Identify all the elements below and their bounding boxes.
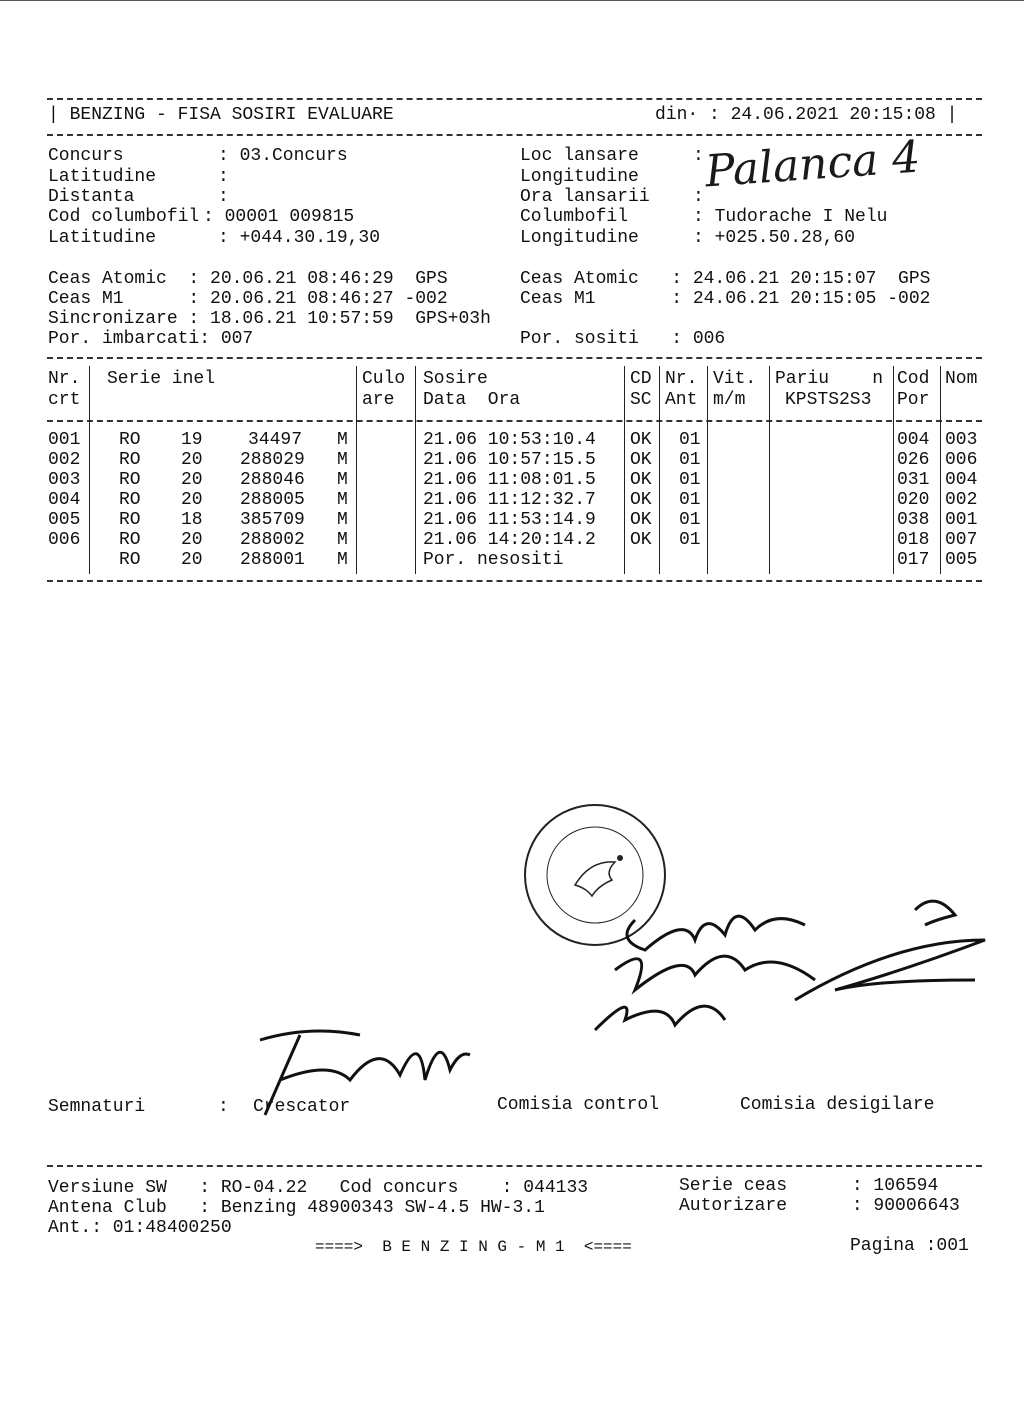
col-header-cod-sub: Por [897,390,930,410]
divider [47,98,982,100]
info-value: : [218,187,229,207]
cell-cod: 004 [897,430,930,450]
cell-ant: 01 [679,530,701,550]
info-label: Loc lansare [520,146,639,166]
cell-cd: OK [630,450,652,470]
cell-an: 19 [181,430,203,450]
clock-line: Ceas M1 : 20.06.21 08:46:27 -002 [48,289,448,309]
cell-an: 20 [181,470,203,490]
cell-cd: OK [630,510,652,530]
clock-line: Ceas Atomic : 20.06.21 08:46:29 GPS [48,269,448,289]
col-header-cd-sub: SC [630,390,652,410]
cell-nom: 003 [945,430,978,450]
cell-cod: 017 [897,550,930,570]
footer-version: Versiune SW : RO-04.22 Cod concurs : 044133 [48,1178,589,1198]
cell-cd: OK [630,430,652,450]
column-line [659,366,660,574]
cell-tara: RO [119,530,141,550]
cell-nom: 002 [945,490,978,510]
col-header-cd: CD [630,369,652,389]
divider [47,1165,982,1167]
cell-ant: 01 [679,470,701,490]
cell-nom: 007 [945,530,978,550]
info-label: Ora lansarii [520,187,650,207]
cell-sex: M [337,550,348,570]
column-line [940,366,941,574]
cell-tara: RO [119,510,141,530]
cell-sosire: 21.06 10:53:10.4 [423,430,596,450]
clock-line: Por. imbarcati: 007 [48,329,254,349]
scan-edge [0,0,1024,7]
col-header-sosire: Sosire [423,369,488,389]
cell-cod: 026 [897,450,930,470]
cell-cd: OK [630,490,652,510]
clock-line: Ceas Atomic : 24.06.21 20:15:07 GPS [520,269,931,289]
cell-nom: 004 [945,470,978,490]
cell-ant: 01 [679,450,701,470]
cell-nr: 003 [48,470,81,490]
column-line [415,366,416,574]
cell-tara: RO [119,490,141,510]
cell-inel: 288002 [240,530,305,550]
footer-authorization: Autorizare : 90006643 [679,1196,960,1216]
cell-sosire: 21.06 11:08:01.5 [423,470,596,490]
table-top-border [47,357,982,359]
signature-comisia-desigilare: Comisia desigilare [740,1095,935,1115]
cell-sex: M [337,470,348,490]
cell-sex: M [337,510,348,530]
info-value: : [693,187,704,207]
cell-cd: OK [630,470,652,490]
page-number: Pagina :001 [850,1236,969,1256]
cell-nom: 006 [945,450,978,470]
info-value: : [693,146,704,166]
signature-crescator: Crescator [253,1097,351,1117]
cell-cod: 018 [897,530,930,550]
col-header-culoare-sub: are [362,390,395,410]
cell-an: 18 [181,510,203,530]
col-header-nrant-sub: Ant [665,390,698,410]
committee-signatures [575,880,995,1050]
col-header-pariu-sub: KPSTS2S3 [785,390,872,410]
col-header-pariu: Pariu n [775,369,884,389]
clock-line: Sincronizare : 18.06.21 10:57:59 GPS+03h [48,309,491,329]
document-title: | BENZING - FISA SOSIRI EVALUARE [48,105,394,125]
footer-banner: ====> B E N Z I N G - M 1 <==== [315,1238,632,1256]
column-line [356,366,357,574]
cell-cod: 020 [897,490,930,510]
info-label: Longitudine [520,228,639,248]
info-value: : +025.50.28,60 [693,228,856,248]
column-line [624,366,625,574]
info-value: : [218,167,229,187]
cell-inel: 288046 [240,470,305,490]
col-header-serie: Serie inel [107,369,216,389]
table-bottom-border [47,580,982,582]
cell-nr: 005 [48,510,81,530]
cell-cod: 031 [897,470,930,490]
handwritten-place: Palanca 4 [703,131,922,198]
cell-sosire: 21.06 11:12:32.7 [423,490,596,510]
cell-nr: 001 [48,430,81,450]
cell-nom: 001 [945,510,978,530]
cell-sosire: 21.06 14:20:14.2 [423,530,596,550]
cell-sex: M [337,530,348,550]
footer-ant: Ant.: 01:48400250 [48,1218,232,1238]
cell-sosire: 21.06 10:57:15.5 [423,450,596,470]
cell-nr: 002 [48,450,81,470]
cell-sex: M [337,450,348,470]
cell-nr: 004 [48,490,81,510]
cell-inel: 385709 [240,510,305,530]
divider [47,134,982,136]
col-header-vit-sub: m/m [713,390,746,410]
cell-ant: 01 [679,490,701,510]
info-label: Latitudine [48,167,157,187]
info-value: : 00001 009815 [203,207,355,227]
signatures-colon: : [218,1097,229,1117]
cell-sosire: 21.06 11:53:14.9 [423,510,596,530]
col-header-culoare: Culo [362,369,406,389]
cell-ant: 01 [679,510,701,530]
table-header-border [47,420,982,422]
cell-tara: RO [119,550,141,570]
cell-inel: 288005 [240,490,305,510]
cell-inel: 288029 [240,450,305,470]
info-label: Latitudine [48,228,157,248]
cell-tara: RO [119,430,141,450]
info-label: Columbofil [520,207,629,227]
cell-inel: 34497 [247,430,302,450]
col-header-nr: Nr. [48,369,81,389]
cell-ant: 01 [679,430,701,450]
info-label: Distanta [48,187,135,207]
clock-line: Ceas M1 : 24.06.21 20:15:05 -002 [520,289,931,309]
col-header-nom: Nom [945,369,978,389]
col-header-cod: Cod [897,369,930,389]
cell-nr: 006 [48,530,81,550]
cell-nom: 005 [945,550,978,570]
cell-sex: M [337,430,348,450]
footer-antenna: Antena Club : Benzing 48900343 SW-4.5 HW-3.1 [48,1198,545,1218]
clock-line: Por. sositi : 006 [520,329,726,349]
cell-an: 20 [181,550,203,570]
info-value: : +044.30.19,30 [218,228,381,248]
info-label: Longitudine [520,167,639,187]
cell-sosire: Por. nesositi [423,550,564,570]
footer-clock-serial: Serie ceas : 106594 [679,1176,939,1196]
cell-an: 20 [181,530,203,550]
col-header-nr-sub: crt [48,390,81,410]
info-value: : 03.Concurs [218,146,348,166]
info-label: Concurs [48,146,124,166]
col-header-vit: Vit. [713,369,757,389]
cell-an: 20 [181,490,203,510]
signatures-label: Semnaturi [48,1097,146,1117]
col-header-nrant: Nr. [665,369,698,389]
info-label: Cod columbofil [48,207,200,227]
cell-inel: 288001 [240,550,305,570]
column-line [769,366,770,574]
column-line [893,366,894,574]
column-line [89,366,90,574]
cell-cd: OK [630,530,652,550]
cell-cod: 038 [897,510,930,530]
cell-tara: RO [119,450,141,470]
signature-comisia-control: Comisia control [497,1095,660,1115]
info-value: : Tudorache I Nelu [693,207,888,227]
cell-an: 20 [181,450,203,470]
cell-tara: RO [119,470,141,490]
document-date: din· : 24.06.2021 20:15:08 | [655,105,958,125]
col-header-sosire-sub: Data Ora [423,390,521,410]
column-line [707,366,708,574]
cell-sex: M [337,490,348,510]
